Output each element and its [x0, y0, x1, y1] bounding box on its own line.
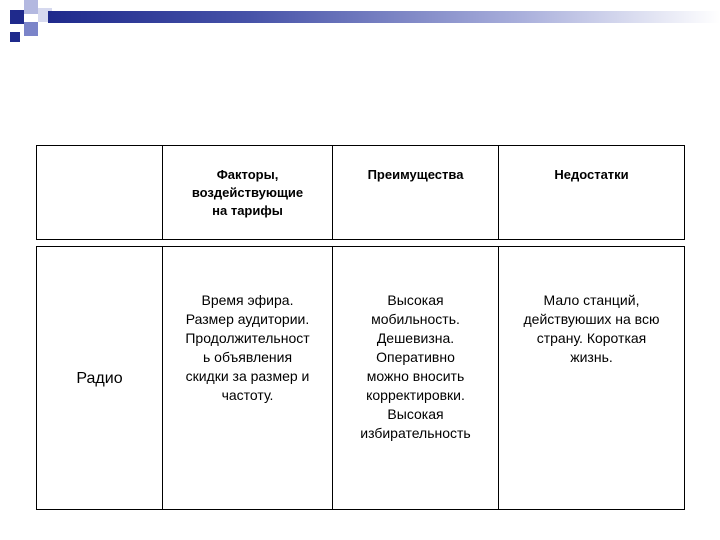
header-disadvantages-label: Недостатки	[554, 167, 629, 182]
factors-text: Время эфира. Размер аудитории. Продолжительность объявления скидки за размер и частоту.	[185, 292, 310, 403]
header-cell-empty	[37, 146, 163, 240]
header-decor-square	[24, 22, 38, 36]
table-row	[37, 247, 685, 510]
cell-advantages	[333, 247, 499, 510]
header-cell-disadvantages	[499, 146, 685, 240]
header-factors-label: Факторы, воздействующие на тарифы	[191, 167, 304, 218]
row-label-radio: Радио	[37, 247, 163, 510]
cell-disadvantages	[499, 247, 685, 510]
advantages-text: Высокая мобильность. Дешевизна. Оперативно можно вносить корректировки. Высокая избирательность	[360, 292, 471, 441]
header-decor-square	[10, 10, 24, 24]
cell-factors	[163, 247, 333, 510]
table-header	[36, 145, 685, 240]
header-advantages-label: Преимущества	[367, 167, 464, 182]
header-cell-advantages	[333, 146, 499, 240]
disadvantages-text: Мало станций, действуюших на всю страну. Короткая жизнь.	[523, 292, 660, 365]
header-decor-square	[10, 32, 20, 42]
header-row	[37, 146, 685, 240]
header-cell-factors	[163, 146, 333, 240]
header-decor-bar	[48, 11, 720, 23]
header-decor-square	[24, 0, 38, 14]
table-body	[36, 246, 685, 510]
